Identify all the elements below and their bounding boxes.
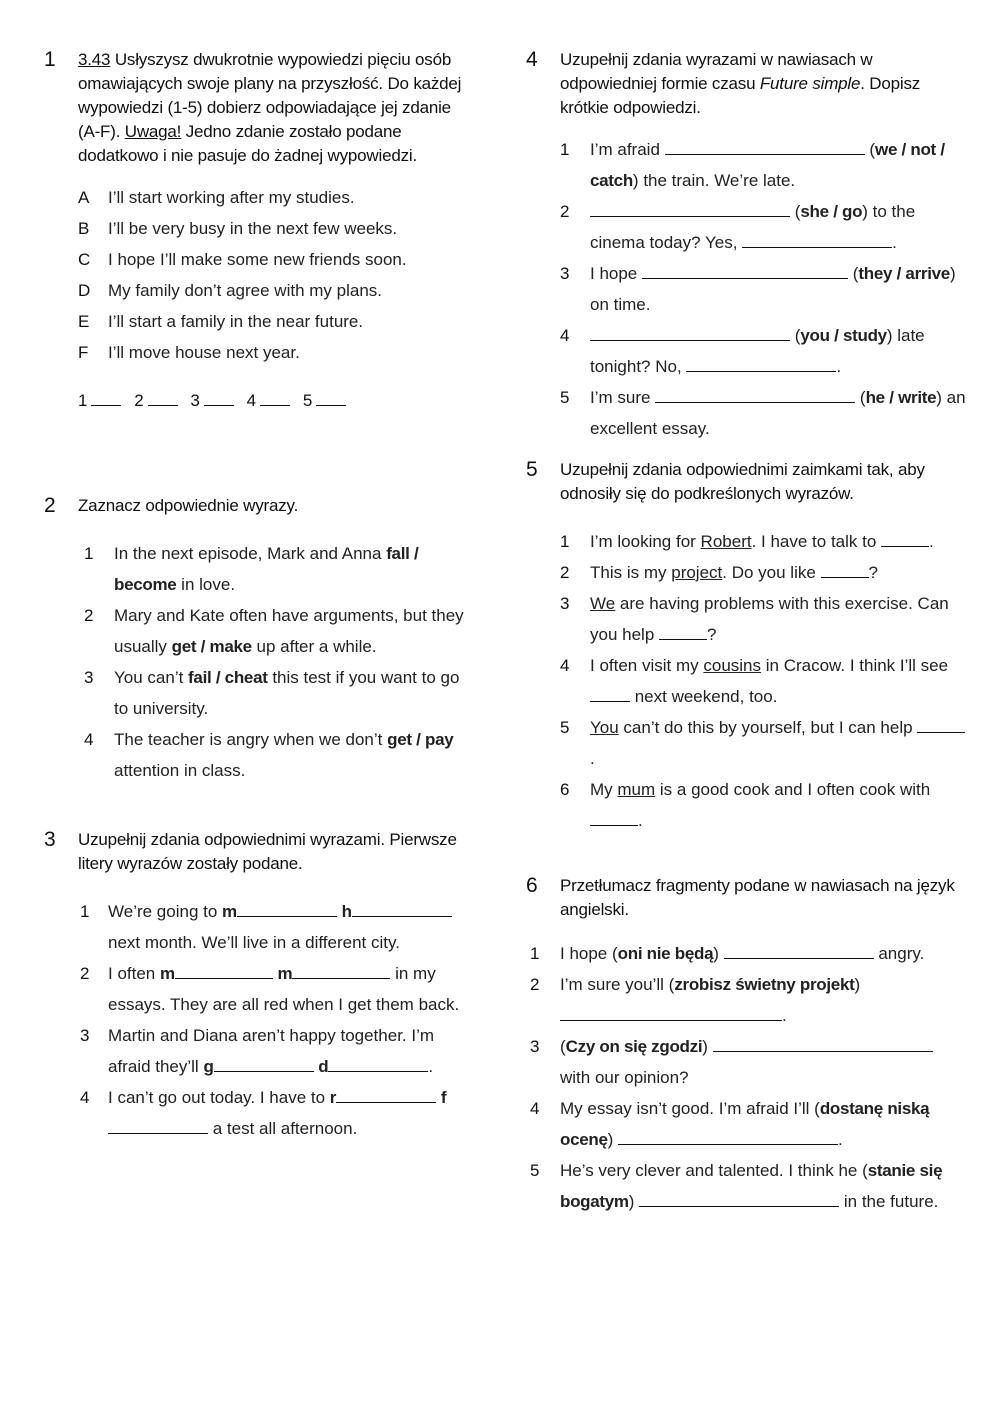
task-5-items: [526, 526, 966, 836]
answer-blank[interactable]: [175, 960, 273, 979]
exercise-item: 5 You can’t do this by yourself, but I can help .: [526, 712, 966, 774]
word-choice[interactable]: fall / become: [114, 544, 419, 594]
option-row: E I’ll start a family in the near future.: [78, 312, 364, 331]
audio-track-ref[interactable]: 3.43: [78, 50, 111, 69]
task-4: [526, 48, 966, 444]
task-1: [44, 48, 474, 448]
short-answer-blank[interactable]: [742, 229, 892, 248]
exercise-item: 3 Martin and Diana aren’t happy together. I’m afraid they’ll g d .: [80, 1026, 435, 1076]
option-row: F I’ll move house next year.: [78, 343, 300, 362]
exercise-item: 1 I’m afraid (we / not / catch) the train. We’re late.: [526, 134, 966, 196]
answer-blank[interactable]: [917, 714, 965, 733]
answer-blank[interactable]: [237, 898, 337, 917]
exercise-item: 4 (you / study) late tonight? No, .: [526, 320, 966, 382]
option-row: A I’ll start working after my studies.: [78, 188, 355, 207]
exercise-item: 3 You can’t fail / cheat this test if you want to go to university.: [84, 668, 460, 718]
answer-blank[interactable]: [108, 1115, 208, 1134]
option-row: D My family don’t agree with my plans.: [78, 281, 382, 300]
right-column: [526, 48, 966, 1217]
answer-blank[interactable]: [214, 1053, 314, 1072]
task-2-instruction: 2 Zaznacz odpowiednie wyrazy.: [44, 494, 299, 517]
answer-blank[interactable]: [260, 387, 290, 406]
answer-blank[interactable]: [328, 1053, 428, 1072]
answer-blank[interactable]: [352, 898, 452, 917]
task-6-items: [526, 938, 966, 1217]
task-1-options: [44, 182, 474, 368]
answer-blank[interactable]: [821, 559, 869, 578]
answer-blank[interactable]: [713, 1033, 933, 1052]
answer-blank[interactable]: [590, 807, 638, 826]
exercise-item: 1 We’re going to m h next month. We’ll live in a different city.: [44, 896, 474, 958]
exercise-item: 3 I hope (they / arrive) on time.: [526, 258, 966, 320]
exercise-item: 2 (she / go) to the cinema today? Yes, .: [526, 196, 966, 258]
task-3: [44, 828, 474, 1144]
task-3-instruction: 3 Uzupełnij zdania odpowiednimi wyrazami. Pierwsze litery wyrazów zostały podane.: [44, 828, 457, 873]
short-answer-blank[interactable]: [686, 353, 836, 372]
exercise-item: 5 I’m sure (he / write) an excellent essay.: [526, 382, 966, 444]
task-6-instruction: 6 Przetłumacz fragmenty podane w nawiasach na język angielski.: [526, 874, 955, 919]
exercise-item: 4 I often visit my cousins in Cracow. I think I’ll see next weekend, too.: [560, 656, 949, 706]
word-choice[interactable]: fail / cheat: [188, 668, 268, 687]
task-2: [44, 494, 474, 786]
exercise-item: 2 I’m sure you’ll (zrobisz świetny projekt) .: [530, 975, 861, 1025]
answer-blank[interactable]: [292, 960, 390, 979]
answer-blank[interactable]: [639, 1188, 839, 1207]
answer-blank[interactable]: [642, 260, 848, 279]
word-choice[interactable]: get / make: [171, 637, 252, 656]
answer-blank[interactable]: [590, 198, 790, 217]
answer-blank[interactable]: [724, 940, 874, 959]
answer-blank[interactable]: [316, 387, 346, 406]
answer-blank[interactable]: [665, 136, 865, 155]
task-4-items: [526, 134, 966, 444]
exercise-item: 5 He’s very clever and talented. I think he (stanie się bogatym) in the future.: [530, 1161, 943, 1211]
answer-blank[interactable]: [655, 384, 855, 403]
exercise-item: 4 I can’t go out today. I have to r f a test all afternoon.: [44, 1082, 474, 1144]
option-row: B I’ll be very busy in the next few weeks.: [78, 219, 398, 238]
left-column: [44, 48, 474, 1144]
exercise-item: 6 My mum is a good cook and I often cook with .: [560, 780, 931, 830]
answer-blank[interactable]: [336, 1084, 436, 1103]
answer-blank[interactable]: [618, 1126, 838, 1145]
answer-blank[interactable]: [881, 528, 929, 547]
task-3-items: [44, 896, 474, 1144]
exercise-item: 3 We are having problems with this exercise. Can you help ?: [560, 594, 949, 644]
exercise-item: 4 The teacher is angry when we don’t get / pay attention in class.: [84, 730, 454, 780]
option-row: C I hope I’ll make some new friends soon.: [78, 250, 407, 269]
word-choice[interactable]: get / pay: [387, 730, 454, 749]
task-2-items: [44, 538, 474, 786]
task-1-instruction: 1 3.43 Usłyszysz dwukrotnie wypowiedzi pięciu osób omawiających swoje plany na przyszłość. Do każdej wypowiedzi (1-5) dobierz odpowiadające jej zdanie (A-F). Uwaga! Jedno zdanie zostało podane dodatkowo i nie pasuje do żadnej wypowiedzi.: [44, 48, 462, 165]
answer-blank[interactable]: [659, 621, 707, 640]
answer-blank[interactable]: [590, 322, 790, 341]
task-5-instruction: 5 Uzupełnij zdania odpowiednimi zaimkami tak, aby odnosiły się do podkreślonych wyrazów.: [526, 458, 925, 503]
answer-blank[interactable]: [590, 683, 630, 702]
answer-blank[interactable]: [204, 387, 234, 406]
answer-blank[interactable]: [560, 1002, 782, 1021]
exercise-item: 2 This is my project. Do you like ?: [526, 557, 966, 588]
exercise-item: 4 My essay isn’t good. I’m afraid I’ll (dostanę niską ocenę) .: [530, 1099, 930, 1149]
exercise-item: 1 In the next episode, Mark and Anna fall / become in love.: [84, 544, 419, 594]
task-number: 1: [44, 48, 56, 71]
exercise-item: 2 Mary and Kate often have arguments, but they usually get / make up after a while.: [84, 606, 464, 656]
answer-blank[interactable]: [148, 387, 178, 406]
exercise-item: 2 I often m m in my essays. They are all red when I get them back.: [44, 958, 474, 1020]
answer-slots: 1 2 3 4 5: [44, 386, 474, 416]
exercise-item: 1 I hope (oni nie będą) angry.: [526, 938, 966, 969]
task-5: [526, 458, 966, 836]
task-4-instruction: 4 Uzupełnij zdania wyrazami w nawiasach w odpowiedniej formie czasu Future simple. Dopisz krótkie odpowiedzi.: [526, 48, 921, 117]
exercise-item: 3 (Czy on się zgodzi) with our opinion?: [526, 1031, 966, 1093]
task-6: [526, 874, 966, 1217]
exercise-item: 1 I’m looking for Robert. I have to talk to .: [526, 526, 966, 557]
answer-blank[interactable]: [91, 387, 121, 406]
